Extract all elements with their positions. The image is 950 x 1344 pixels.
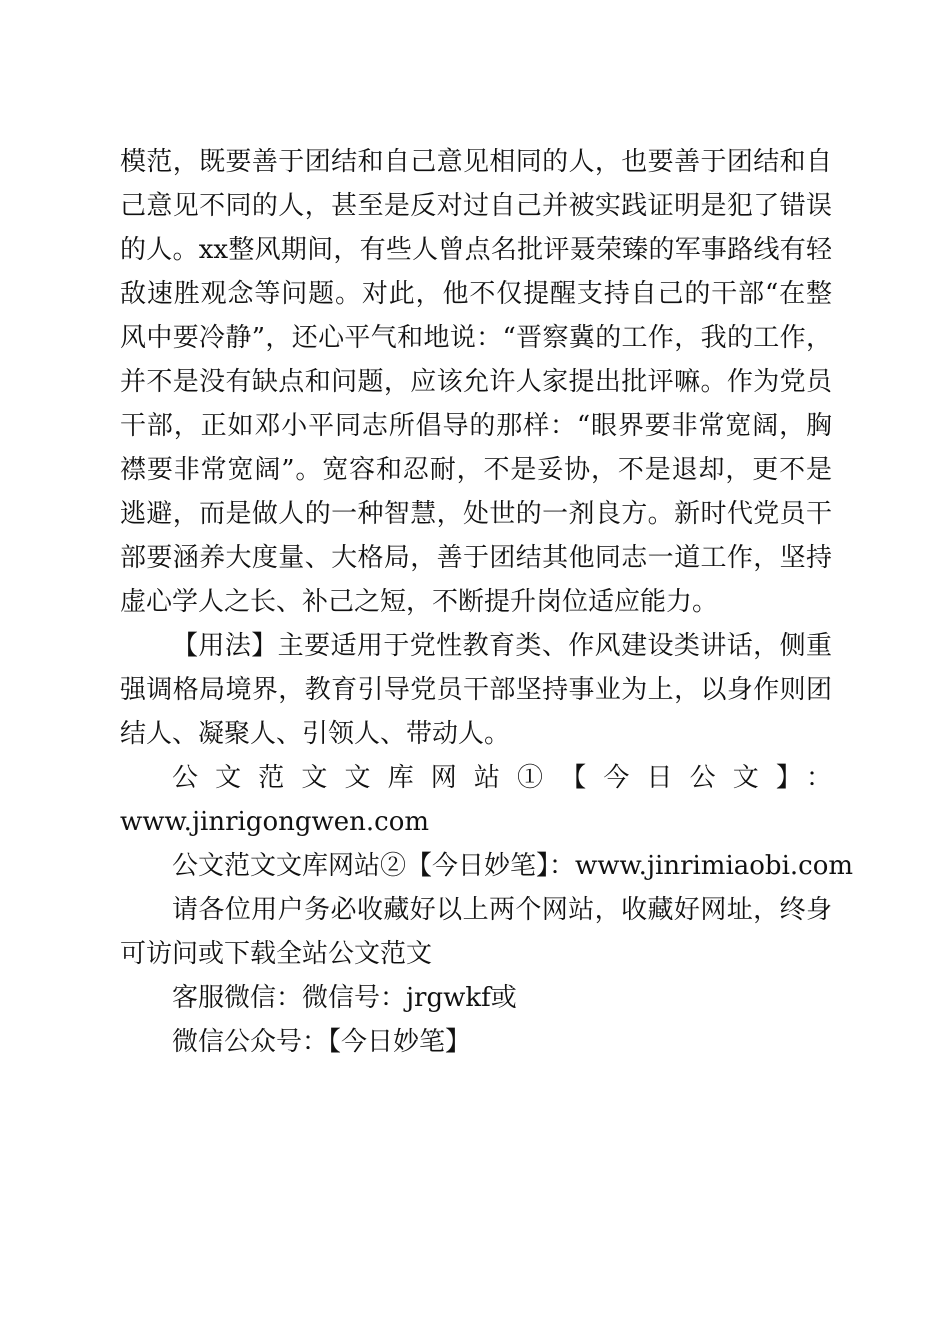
document-body: [120, 140, 854, 1064]
notice-line: 请各位用户务必收藏好以上两个网站，收藏好网址，终身: [172, 895, 832, 925]
text-line: 结人、凝聚人、引领人、带动人。: [120, 719, 511, 749]
text-line: 的人。xx整风期间，有些人曾点名批评聂荣臻的军事路线有轻: [120, 235, 832, 265]
text-line: 部要涵养大度量、大格局，善于团结其他同志一道工作，坚持: [120, 543, 832, 573]
text-line: 【用法】主要适用于党性教育类、作风建设类讲话，侧重: [172, 631, 832, 661]
wechat-line: 客服微信：微信号：jrgwkf或: [172, 983, 517, 1013]
text-line: 模范，既要善于团结和自己意见相同的人，也要善于团结和自: [120, 147, 832, 177]
text-line: 强调格局境界，教育引导党员干部坚持事业为上，以身作则团: [120, 675, 832, 705]
site-2-line: 公文范文文库网站②【今日妙笔】：www.jinrimiaobi.com: [172, 851, 854, 881]
text-line: 干部，正如邓小平同志所倡导的那样：“眼界要非常宽阔，胸: [120, 411, 832, 441]
text-line: 逃避，而是做人的一种智慧，处世的一剂良方。新时代党员干: [120, 499, 832, 529]
text-line: 敌速胜观念等问题。对此，他不仅提醒支持自己的干部“在整: [120, 279, 832, 309]
text-line: 并不是没有缺点和问题，应该允许人家提出批评嘛。作为党员: [120, 367, 832, 397]
site-1-url: www.jinrigongwen.com: [120, 807, 430, 837]
official-account-line: 微信公众号：【今日妙笔】: [172, 1027, 472, 1057]
site-1-label: 公文范文文库网站①【今日公文】：: [172, 763, 832, 793]
text-line: 襟要非常宽阔”。宽容和忍耐，不是妥协，不是退却，更不是: [120, 455, 832, 485]
text-line: 风中要冷静”，还心平气和地说：“晋察冀的工作，我的工作，: [120, 323, 832, 353]
footer-notice: [120, 756, 854, 1064]
notice-line: 可访问或下载全站公文范文: [120, 939, 433, 969]
text-line: 己意见不同的人，甚至是反对过自己并被实践证明是犯了错误: [120, 191, 832, 221]
paragraph-main: [120, 140, 832, 624]
text-line: 虚心学人之长、补己之短，不断提升岗位适应能力。: [120, 587, 719, 617]
paragraph-usage: [120, 624, 832, 756]
